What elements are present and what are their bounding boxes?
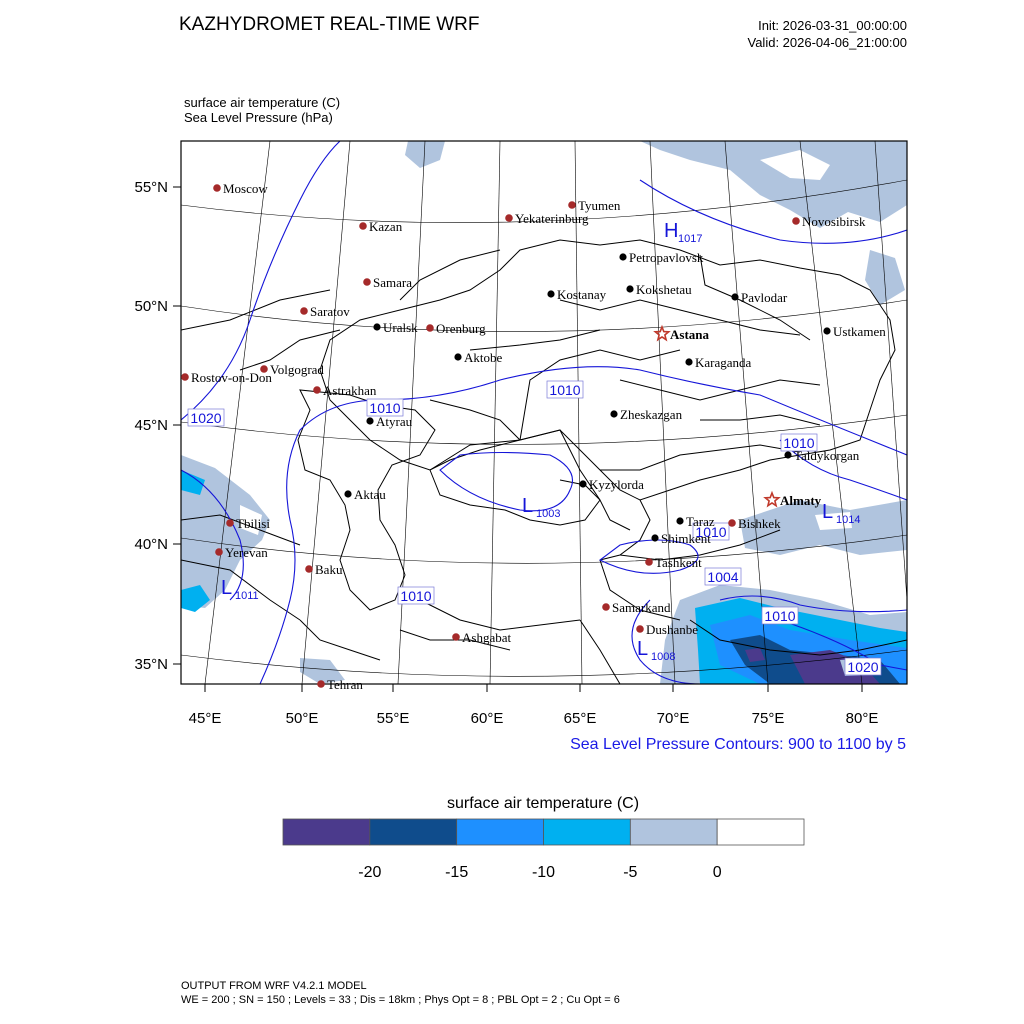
slp-contour-label: 1010 (783, 435, 815, 451)
lat-label: 55°N (134, 179, 168, 196)
city-dot (651, 534, 658, 541)
pressure-value: 1014 (836, 514, 861, 526)
city-dot (636, 625, 644, 633)
low-pressure-label: L (221, 577, 233, 599)
slp-contour-label: 1010 (369, 400, 401, 416)
city-dot (181, 373, 189, 381)
capital-label: Almaty (780, 493, 822, 508)
city-label: Orenburg (436, 321, 486, 336)
colorbar-swatch (457, 819, 544, 845)
lon-label: 75°E (751, 710, 785, 727)
lon-label: 80°E (845, 710, 879, 727)
capital-label: Astana (670, 327, 710, 342)
city-dot (313, 386, 321, 394)
city-dot (568, 201, 576, 209)
city-label: Pavlodar (741, 290, 788, 305)
slp-contour-label: 1010 (695, 524, 727, 540)
city-dot (610, 410, 617, 417)
city-dot (359, 222, 367, 230)
city-label: Astrakhan (323, 383, 377, 398)
city-label: Kazan (369, 219, 403, 234)
colorbar-title: surface air temperature (C) (446, 795, 640, 812)
city-label: Aktobe (464, 350, 503, 365)
city-label: Shimkent (661, 531, 711, 546)
city-label: Atyrau (376, 414, 413, 429)
city-dot (363, 278, 371, 286)
city-dot (728, 519, 736, 527)
city-label: Tehran (327, 677, 363, 692)
lon-label: 60°E (470, 710, 504, 727)
city-dot (366, 417, 373, 424)
slp-contour-label: 1010 (549, 382, 581, 398)
city-label: Tyumen (578, 198, 621, 213)
city-dot (626, 285, 633, 292)
city-label: Kokshetau (636, 282, 692, 297)
colorbar-swatch (717, 819, 804, 845)
lon-label: 70°E (656, 710, 690, 727)
city-dot (547, 290, 554, 297)
city-label: Baku (315, 562, 343, 577)
low-pressure-label: L (822, 501, 834, 523)
city-dot (226, 519, 234, 527)
init-time: Init: 2026-03-31_00:00:00 (758, 18, 907, 33)
city-label: Petropavlovsk (629, 250, 704, 265)
city-dot (685, 358, 692, 365)
city-label: Karaganda (695, 355, 752, 370)
slp-contour-label: 1020 (190, 410, 222, 426)
slp-contour-label: 1010 (400, 588, 432, 604)
slp-contour-label: 1010 (764, 608, 796, 624)
low-pressure-label: L (522, 495, 534, 517)
lat-label: 40°N (134, 536, 168, 553)
city-dot (645, 558, 653, 566)
lon-label: 50°E (285, 710, 319, 727)
colorbar-tick: -5 (623, 864, 638, 881)
city-label: Taldykorgan (794, 448, 860, 463)
city-label: Tbilisi (236, 516, 270, 531)
colorbar-swatch (544, 819, 631, 845)
city-dot (579, 480, 586, 487)
slp-contour-label: 1020 (847, 659, 879, 675)
colorbar (283, 819, 804, 881)
colorbar-swatch (630, 819, 717, 845)
city-label: Novosibirsk (802, 214, 866, 229)
lon-label: 45°E (188, 710, 222, 727)
city-label: Moscow (223, 181, 268, 196)
city-dot (300, 307, 308, 315)
city-label: Aktau (354, 487, 386, 502)
city-label: Yekaterinburg (515, 211, 589, 226)
city-dot (792, 217, 800, 225)
lat-label: 50°N (134, 298, 168, 315)
city-label: Yerevan (225, 545, 268, 560)
city-dot (602, 603, 610, 611)
city-label: Samara (373, 275, 412, 290)
city-label: Samarkand (612, 600, 671, 615)
city-dot (373, 323, 380, 330)
colorbar-swatch (283, 819, 370, 845)
city-dot (676, 517, 683, 524)
slp-contour-label: 1004 (707, 569, 739, 585)
pressure-value: 1011 (235, 590, 259, 602)
lat-label: 45°N (134, 417, 168, 434)
field-label-pressure: Sea Level Pressure (hPa) (184, 110, 333, 125)
city-dot (213, 184, 221, 192)
lon-label: 55°E (376, 710, 410, 727)
city-dot (731, 293, 738, 300)
city-label: Rostov-on-Don (191, 370, 272, 385)
city-dot (344, 490, 351, 497)
colorbar-tick: -20 (358, 864, 382, 881)
chart-title: KAZHYDROMET REAL-TIME WRF (179, 14, 480, 35)
valid-time: Valid: 2026-04-06_21:00:00 (747, 35, 907, 50)
lon-label: 65°E (563, 710, 597, 727)
high-pressure-label: H (664, 220, 679, 242)
colorbar-tick: -10 (531, 864, 556, 881)
city-label: Ustkamen (833, 324, 886, 339)
pressure-value: 1017 (678, 233, 703, 245)
field-label-temperature: surface air temperature (C) (184, 95, 341, 110)
lat-label: 35°N (134, 656, 168, 673)
model-info: OUTPUT FROM WRF V4.2.1 MODEL (181, 980, 367, 992)
city-dot (784, 451, 791, 458)
city-dot (452, 633, 460, 641)
city-dot (454, 353, 461, 360)
low-pressure-label: L (637, 638, 649, 660)
colorbar-swatch (370, 819, 457, 845)
city-dot (619, 253, 626, 260)
pressure-value: 1008 (651, 651, 676, 663)
colorbar-tick: 0 (712, 864, 722, 881)
city-dot (426, 324, 434, 332)
city-label: Zheskazgan (620, 407, 683, 422)
city-label: Uralsk (383, 320, 418, 335)
city-label: Bishkek (738, 516, 781, 531)
city-dot (215, 548, 223, 556)
city-label: Volgograd (270, 362, 324, 377)
city-dot (823, 327, 830, 334)
city-label: Dushanbe (646, 622, 698, 637)
pressure-value: 1003 (536, 508, 561, 520)
city-label: Kostanay (557, 287, 607, 302)
city-dot (305, 565, 313, 573)
city-label: Tashkent (655, 555, 702, 570)
city-dot (505, 214, 513, 222)
city-label: Saratov (310, 304, 350, 319)
model-settings: WE = 200 ; SN = 150 ; Levels = 33 ; Dis = 18km ; Phys Opt = 8 ; PBL Opt = 2 ; Cu Opt = 6 (181, 994, 620, 1006)
city-label: Ashgabat (462, 630, 512, 645)
contour-note: Sea Level Pressure Contours: 900 to 1100 by 5 (570, 736, 906, 753)
city-label: Kyzylorda (589, 477, 644, 492)
city-dot (317, 680, 325, 688)
city-label: Taraz (686, 514, 715, 529)
colorbar-tick: -15 (445, 864, 469, 881)
